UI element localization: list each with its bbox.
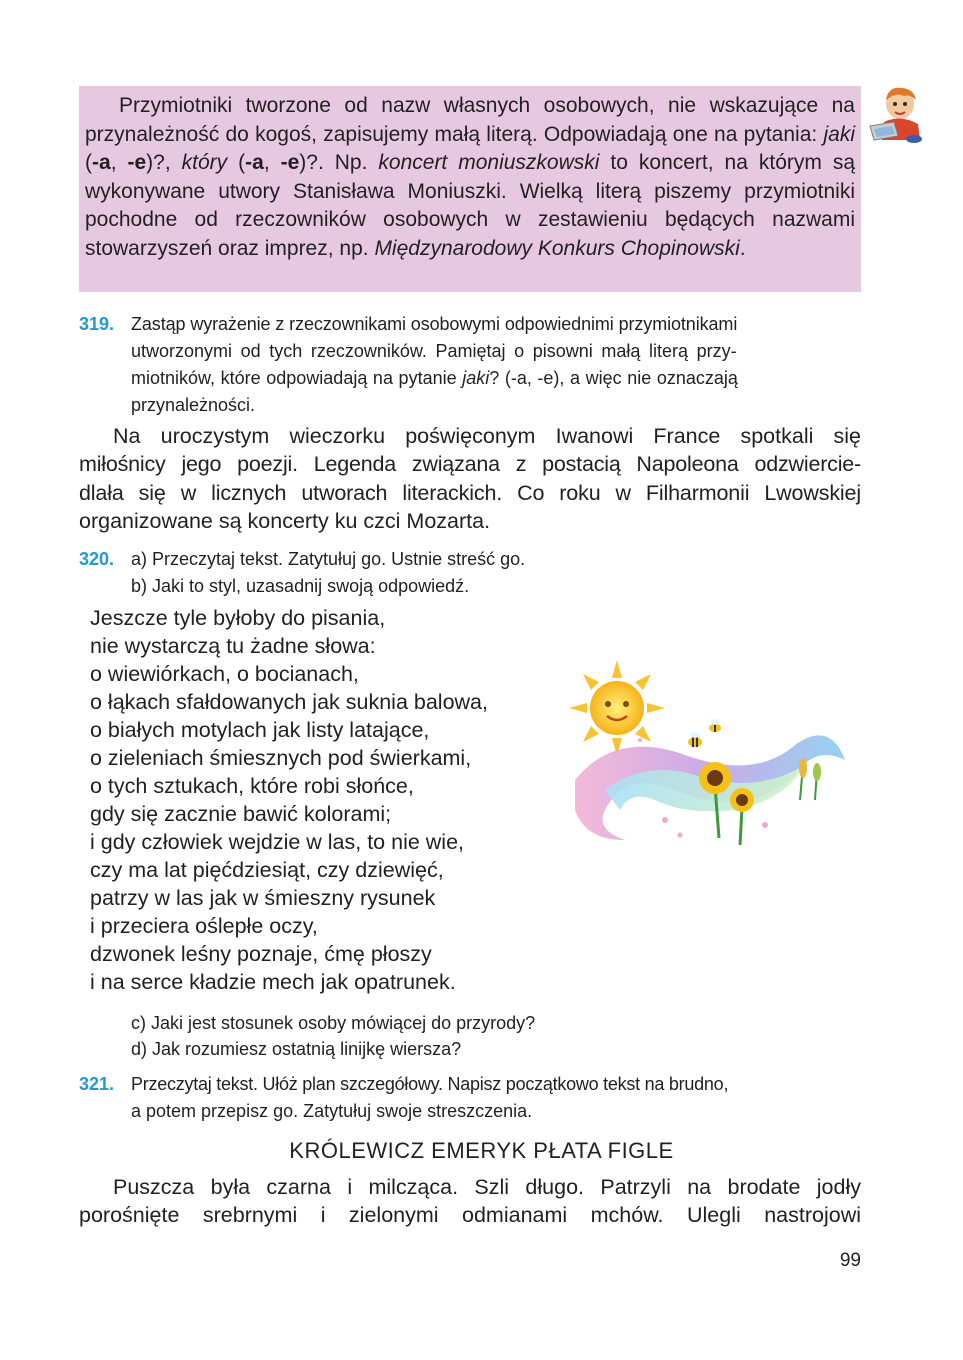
prose-line: dlała się w licznych utworach literackich. Co roku w Filharmonii Lwowskiej [79,480,861,505]
poem-line: nie wystarczą tu żadne słowa: [90,634,376,658]
sun-sunflowers-rainbow-illustration [545,650,855,850]
rule-part: , [263,151,281,174]
poem-line: o łąkach sfałdowanych jak suknia balowa, [90,690,488,714]
poem-line: o białych motylach jak listy latające, [90,718,430,742]
instruction-text: miotników, które odpowiadają na pytanie [131,368,463,388]
exercise-321 [79,1071,861,1125]
rule-part: który [181,151,228,174]
rule-part: ( [227,151,246,174]
page-number: 99 [839,1250,861,1271]
poem-line: czy ma lat pięćdziesiąt, czy dziewięć, [90,858,444,882]
prose-line [79,422,861,450]
poem-line: patrzy w las jak w śmieszny rysunek [90,886,436,910]
rule-part: jaki [823,122,855,146]
instruction-line: przynależności. [131,395,256,415]
rule-part: -e [127,151,147,174]
poem-line: gdy się zacznie bawić kolorami; [90,802,392,826]
rule-part: -e [280,151,300,174]
exercise-instruction [131,311,861,419]
instruction-line [131,365,861,392]
instruction-line: b) Jaki to styl, uzasadnij swoją odpowiedź. [131,576,470,596]
poem-line: i przeciera oślepłe oczy, [90,914,318,938]
exercise-number: 319. [79,314,115,334]
exercise-number: 320. [79,549,115,569]
poem-line: i gdy człowiek wejdzie w las, to nie wie, [90,830,465,854]
rule-part: to koncert, na którym są wykonywane utwory Stanisława Moniuszki. Wielką literą piszemy przymiotniki pochodne od rzeczowników osobowych w zestawieniu będących nazwami stowarzyszeń oraz imprez, np. [85,151,856,260]
instruction-line: Przeczytaj tekst. Ułóż plan szczegółowy. Napisz początkowo tekst na brudno, [131,1074,729,1094]
poem-line: o tych sztukach, które robi słońce, [90,774,414,798]
exercise-number: 321. [79,1074,115,1094]
exercise-320 [79,546,861,600]
poem [90,604,488,996]
exercise-319 [79,311,861,419]
exercise-instruction [131,546,861,600]
prose-line-text: Puszcza była czarna i milcząca. Szli długo. Patrzyli na brodate jodły [113,1175,861,1199]
question-line: d) Jak rozumiesz ostatnią linijkę wiersza? [131,1039,462,1059]
rule-part: . [739,236,746,260]
story-text [79,1173,861,1230]
rule-part: -a [92,151,111,174]
prose-line [79,1173,861,1201]
poem-line: o wiewiórkach, o bocianach, [90,662,359,686]
question-line: c) Jaki jest stosunek osoby mówiącej do przyrody? [131,1013,536,1033]
instruction-text: ? (-a, -e), a więc nie oznaczają [489,368,738,388]
rule-part: , [110,151,128,174]
rule-part: -a [245,151,264,174]
rule-part: ( [85,151,92,174]
grammar-rule-box [79,86,861,292]
boy-with-laptop-icon [864,82,928,144]
rule-text [85,92,855,263]
prose-line: organizowane są koncerty ku czci Mozarta. [79,508,491,533]
prose-line: porośnięte srebrnymi i zielonymi odmianami mchów. Ulegli nastrojowi [79,1203,861,1228]
instruction-line: Zastąp wyrażenie z rzeczownikami osobowymi odpowiednimi przymiotnikami [131,314,738,334]
exercise-319-text [79,422,861,535]
rule-part: )?. Np. [299,151,379,174]
exercise-instruction [131,1071,861,1125]
rule-part: koncert moniuszkowski [378,151,600,174]
rule-part: Przymiotniki tworzone od nazw własnych osobowych, nie wskazujące na przynależność do kogoś, zapisujemy małą literą. Odpowiadają one na pytania: [85,94,855,146]
instruction-line: a) Przeczytaj tekst. Zatytułuj go. Ustnie streść go. [131,549,526,569]
rule-part: Międzynarodowy Konkurs Chopinowski [374,236,740,260]
instruction-italic-word: jaki [462,368,490,388]
instruction-line: a potem przepisz go. Zatytułuj swoje streszczenia. [131,1101,533,1121]
poem-line: Jeszcze tyle byłoby do pisania, [90,606,386,630]
exercise-320-questions [131,1010,535,1062]
poem-line: dzwonek leśny poznaje, ćmę płoszy [90,942,432,966]
rule-part: )?, [146,151,182,174]
story-title: KRÓLEWICZ EMERYK PŁATA FIGLE [289,1138,674,1163]
instruction-line: utworzonymi od tych rzeczowników. Pamiętaj o pisowni małą literą przy- [131,341,737,361]
poem-line: o zieleniach śmiesznych pod świerkami, [90,746,472,770]
prose-line: miłośnicy jego poezji. Legenda związana z postacią Napoleona odzwiercie- [79,452,861,477]
poem-line: i na serce kładzie mech jak opatrunek. [90,970,456,994]
prose-line-text: Na uroczystym wieczorku poświęconym Iwanowi France spotkali się [113,424,861,448]
